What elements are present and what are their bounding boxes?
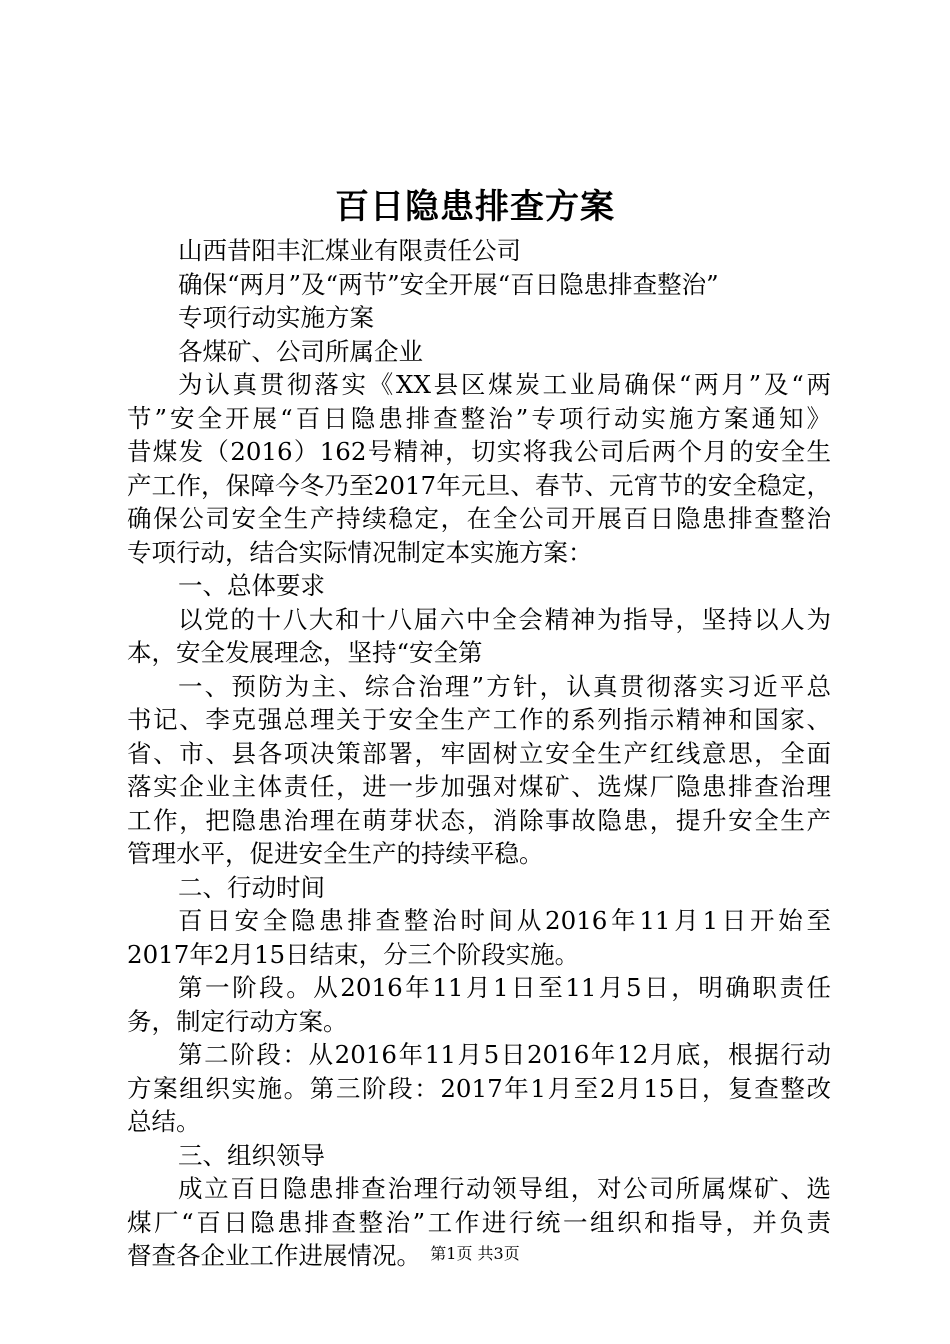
text-line: 2017年2月15日结束，分三个阶段实施。 — [127, 939, 580, 969]
text-line: 成立百日隐患排查治理行动领导组，对公司所属煤矿、选 — [178, 1174, 831, 1203]
text-line: 产工作，保障今冬乃至2017年元旦、春节、元宵节的安全稳定， — [127, 470, 831, 500]
text-line: 本，安全发展理念，坚持“安全第 — [127, 638, 483, 667]
text-line: 专项行动实施方案 — [178, 303, 374, 332]
text-line: 山西昔阳丰汇煤业有限责任公司 — [178, 236, 521, 265]
text-line: 落实企业主体责任，进一步加强对煤矿、选煤厂隐患排查治理 — [127, 772, 831, 801]
text-line: 第一阶段。从2016年11月1日至11月5日，明确职责任 — [178, 973, 831, 1002]
document-body — [127, 234, 831, 1273]
text-line: 确保公司安全生产持续稳定，在全公司开展百日隐患排查整治 — [127, 504, 831, 533]
text-line: 各煤矿、公司所属企业 — [178, 336, 423, 366]
text-line: 一、预防为主、综合治理”方针，认真贯彻落实习近平总 — [178, 671, 831, 701]
document-title: 百日隐患排查方案 — [335, 187, 615, 227]
text-line: 督查各企业工作进展情况。 — [127, 1241, 421, 1270]
text-line: 方案组织实施。第三阶段：2017年1月至2月15日，复查整改 — [127, 1073, 831, 1103]
text-line: 书记、李克强总理关于安全生产工作的系列指示精神和国家、 — [127, 705, 831, 734]
text-line: 百日安全隐患排查整治时间从2016年11月1日开始至 — [178, 906, 831, 935]
text-line: 昔煤发（2016）162号精神，切实将我公司后两个月的安全生 — [127, 437, 831, 466]
text-line: 节”安全开展“百日隐患排查整治”专项行动实施方案通知》 — [127, 403, 831, 433]
text-line: 省、市、县各项决策部署，牢固树立安全生产红线意思，全面 — [127, 738, 831, 768]
text-line: 总结。 — [127, 1107, 201, 1136]
text-line: 管理水平，促进安全生产的持续平稳。 — [127, 839, 544, 868]
section-heading: 二、行动时间 — [178, 872, 325, 902]
section-heading: 一、总体要求 — [178, 571, 325, 600]
page-number: 第1页 共3页 — [430, 1244, 520, 1263]
text-line: 第二阶段：从2016年11月5日2016年12月底，根据行动 — [178, 1040, 831, 1069]
text-line: 以党的十八大和十八届六中全会精神为指导，坚持以人为 — [178, 604, 831, 634]
section-heading: 三、组织领导 — [178, 1140, 325, 1170]
text-line: 专项行动，结合实际情况制定本实施方案： — [127, 537, 593, 567]
text-line: 确保“两月”及“两节”安全开展“百日隐患排查整治” — [178, 269, 719, 299]
text-line: 工作，把隐患治理在萌芽状态，消除事故隐患，提升安全生产 — [127, 805, 831, 835]
text-line: 务，制定行动方案。 — [127, 1006, 348, 1036]
text-line: 为认真贯彻落实《XX县区煤炭工业局确保“两月”及“两 — [178, 370, 831, 399]
text-line: 煤厂“百日隐患排查整治”工作进行统一组织和指导，并负责 — [127, 1207, 831, 1237]
